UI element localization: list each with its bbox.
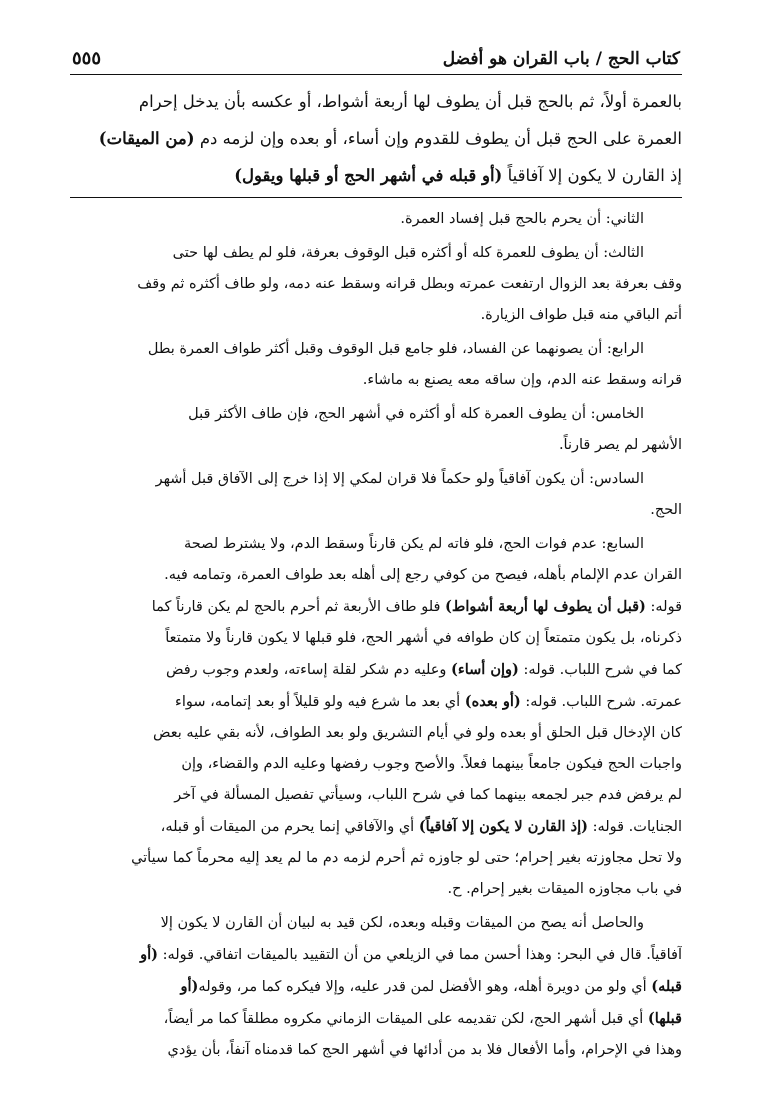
commentary-segment: أي قبل أشهر الحج، لكن تقديمه على الميقات الزماني مكروه مطلقاً كما مر أيضاً، [163,1011,648,1027]
commentary-paragraph [70,529,682,905]
main-text-segment: العمرة على الحج قبل أن يطوف للقدوم وإن أساء، أو بعده وإن لزمه دم [194,129,682,148]
main-text-line [70,157,682,194]
commentary-paragraph [70,908,682,1066]
commentary-line [70,971,682,1003]
commentary-line: الحج. [650,502,682,518]
commentary-line: والحاصل أنه يصح من الميقات وقبله وبعده، لكن قيد به لبيان أن القارن لا يكون إلا [160,915,644,931]
commentary-line: الخامس: أن يطوف العمرة كله أو أكثره في أشهر الحج، فإن طاف الأكثر قبل [188,406,644,422]
quoted-phrase: (إذ القارن لا يكون إلا آفاقياً) [418,818,588,835]
commentary-line: الثاني: أن يحرم بالحج قبل إفساد العمرة. [400,211,644,227]
commentary-line [70,811,682,843]
commentary-paragraph [70,399,682,461]
commentary-line: القران عدم الإلمام بأهله، فيصح من كوفي رجع إلى أهله بعد طواف العمرة، وتمامه فيه. [164,567,682,583]
commentary-line: قرانه وسقط عنه الدم، وإن ساقه معه يصنع به ماشاء. [362,372,682,388]
commentary-segment: أي والآفاقي إنما يحرم من الميقات أو قبله، [160,819,419,835]
commentary-segment: أي ولو من دويرة أهله، وهو الأفضل لمن قدر عليه، وإلا فيكره كما مر، وقوله [198,979,652,995]
running-header [70,46,682,75]
commentary-segment: كما في شرح اللباب. قوله: [518,662,682,678]
commentary-line: السادس: أن يكون آفاقياً ولو حكماً فلا قران لمكي إلا إذا خرج إلى الآفاق قبل أشهر [155,471,644,487]
commentary-line: كان الإدخال قبل الحلق أو بعده ولو في أيام التشريق ولو بعد الطواف، لأنه بقي عليه بعض [153,725,682,741]
main-text [70,75,682,198]
commentary-line: لم يرفض فدم جبر لجمعه بينهما كما في شرح اللباب، وسيأتي تفصيل المسألة في آخر [174,787,682,803]
commentary-paragraph [70,204,682,235]
commentary-line [70,939,682,971]
commentary-segment: فلو طاف الأربعة ثم أحرم بالحج لم يكن قارناً كما [151,599,446,615]
commentary-line [70,1003,682,1035]
commentary-segment: وعليه دم شكر لقلة إساءته، ولعدم وجوب رفض [165,662,452,678]
commentary-line: الأشهر لم يصر قارناً. [558,437,682,453]
main-text-bold-segment: (من الميقات) [98,129,195,148]
quoted-phrase: (أو بعده) [464,693,521,710]
commentary-line: ولا تحل مجاوزته بغير إحرام؛ حتى لو جاوزه ثم أحرم لزمه دم ما لم يعد إليه محرماً كما سيأتي [131,850,682,866]
main-text-segment: بالعمرة أولاً، ثم بالحج قبل أن يطوف لها أربعة أشواط، أو عكسه بأن يدخل إحرام [138,92,682,111]
commentary-line: السابع: عدم فوات الحج، فلو فاته لم يكن قارناً وسقط الدم، ولا يشترط لصحة [184,536,644,552]
quoted-phrase: (أو [140,946,158,963]
main-text-bold-segment: (أو قبله في أشهر الحج أو قبلها ويقول) [234,166,503,185]
commentary-segment: الجنايات. قوله: [587,819,682,835]
commentary-line: واجبات الحج فيكون جامعاً بينهما فعلاً. والأصح وجوب رفضها وعليه الدم والقضاء، وإن [181,756,682,772]
commentary-segment: عمرته. شرح اللباب. قوله: [520,694,682,710]
quoted-phrase: قبله) [651,978,682,995]
commentary-line [70,686,682,718]
commentary-line: أتم الباقي منه قبل طواف الزيارة. [480,307,682,323]
commentary-segment: آفاقياً. قال في البحر: وهذا أحسن مما في الزيلعي من أن التقييد بالميقات اتفاقي. قوله: [158,947,682,963]
commentary-segment: أي بعد ما شرع فيه ولو قليلاً أو بعد إتمامه، سواء [175,694,465,710]
commentary [70,198,682,1066]
commentary-line: وقف بعرفة بعد الزوال ارتفعت عمرته وبطل قرانه وسقط عنه دمه، ولو طاف أكثره ثم وقف [137,276,682,292]
document-page [70,46,682,1066]
commentary-line: وهذا في الإحرام، وأما الأفعال فلا بد من أدائها في أشهر الحج كما قدمناه آنفاً، بأن يؤدي [167,1042,682,1058]
quoted-phrase: (أو [180,978,199,995]
main-text-line [70,83,682,120]
commentary-line [70,654,682,686]
commentary-line [70,591,682,623]
commentary-line: ذكرناه، بل يكون متمتعاً إن كان طوافه في أشهر الحج، فلو قبلها لا يكون قارناً ولا متمتعاً [165,630,682,646]
main-text-segment: إذ القارن لا يكون إلا آفاقياً [502,166,682,185]
quoted-phrase: (قبل أن يطوف لها أربعة أشواط) [445,598,646,615]
commentary-paragraph [70,464,682,526]
quoted-phrase: (وإن أساء) [451,661,519,678]
quoted-phrase: قبلها) [647,1010,682,1027]
commentary-paragraph [70,334,682,396]
commentary-segment: قوله: [645,599,682,615]
main-text-line [70,120,682,157]
page-number: ٥٥٥ [72,48,102,69]
commentary-paragraph [70,238,682,331]
commentary-line: في باب مجاوزه الميقات بغير إحرام. ح. [447,881,682,897]
running-header-title: كتاب الحج / باب القران هو أفضل [442,49,680,69]
commentary-line: الثالث: أن يطوف للعمرة كله أو أكثره قبل الوقوف بعرفة، فلو لم يطف لها حتى [172,245,644,261]
commentary-line: الرابع: أن يصونهما عن الفساد، فلو جامع قبل الوقوف وقبل أكثر طواف العمرة بطل [147,341,644,357]
